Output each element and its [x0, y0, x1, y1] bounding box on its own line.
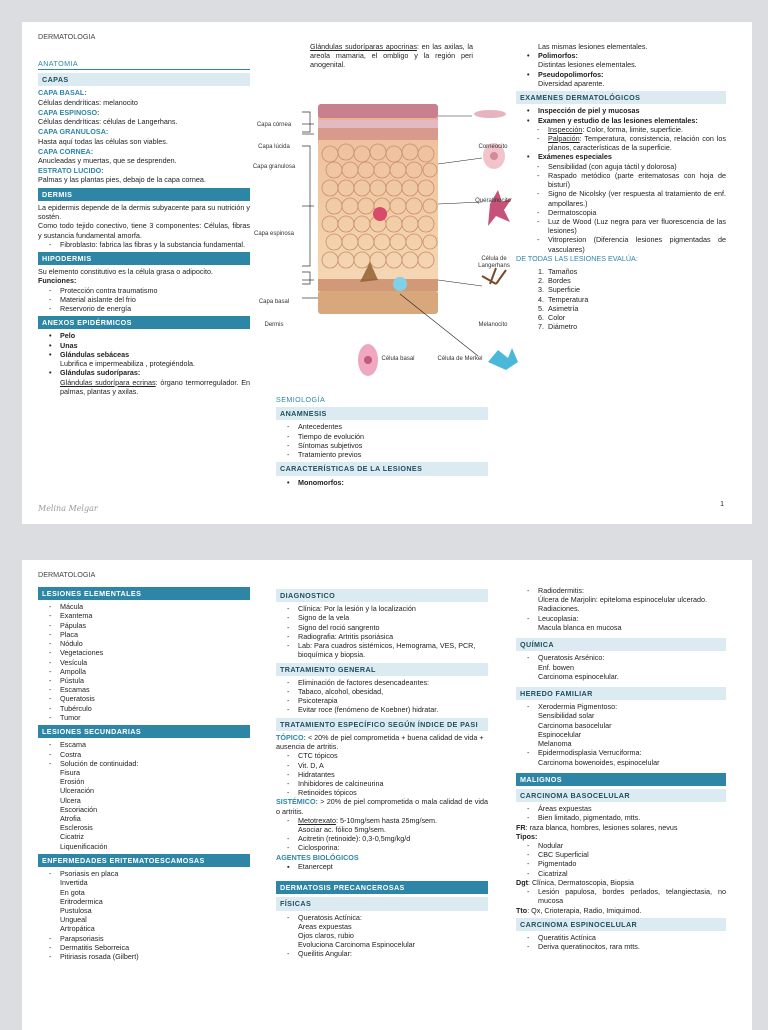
list-item: - Pigmentado [516, 859, 726, 868]
heredo-sub [516, 711, 726, 748]
text-mismas-lesiones: Las mismas lesiones elementales. [538, 42, 648, 51]
list-item: - Antecedentes [276, 422, 488, 431]
psoriasis-sub [38, 878, 250, 933]
list-item: - Eliminación de factores desencadeantes: [276, 678, 488, 687]
list-item: - Vesícula [38, 658, 250, 667]
list-item: - Tubérculo [38, 704, 250, 713]
list-item: 5. Asimetría [538, 303, 579, 313]
heading-dermis: DERMIS [38, 188, 250, 201]
list-item: Pustulosa [60, 906, 92, 915]
list-item: - Costra [38, 750, 250, 759]
list-item: - Tabaco, alcohol, obesidad, [276, 687, 488, 696]
text-capa-espinoso: Células dendríticas: células de Langerhans. [38, 117, 178, 127]
heading-malignos: MALIGNOS [516, 773, 726, 786]
heading-anexos: ANEXOS EPIDÉRMICOS [38, 316, 250, 329]
heading-lesiones-secundarias: LESIONES SECUNDARIAS [38, 725, 250, 738]
list-item: - Bien limitado, pigmentado, mtts. [516, 813, 726, 822]
heading-capa-espinoso: CAPA ESPINOSO: [38, 107, 100, 117]
label-melanocito: Melanocito [478, 322, 508, 328]
label-capa-granulosa: Capa granulosa [252, 164, 296, 170]
page-header: DERMATOLOGIA [38, 570, 96, 579]
text-factores-riesgo [516, 823, 726, 832]
list-item: - Fibroblasto: fabrica las fibras y la substancia fundamental. [38, 240, 250, 249]
secund-sub [38, 768, 250, 851]
metotrexato-term: Metotrexato [298, 815, 336, 825]
list-item: - Reservorio de energía [38, 304, 250, 313]
list-item: 3. Superficie [538, 285, 580, 295]
list-item: - Psoriasis en placa [38, 869, 250, 878]
list-item: 4. Temperatura [538, 294, 589, 304]
list-item: - Vegetaciones [38, 648, 250, 657]
text-polimorfos: Distintas lesiones elementales. [538, 60, 637, 70]
semiologia-block [276, 392, 488, 487]
right-column [516, 586, 726, 951]
text-dermis-1: La epidermis depende de la dermis subyacente para su nutrición y sostén. [38, 202, 250, 222]
list-item: Fisura [60, 767, 80, 777]
middle-column [276, 586, 488, 959]
list-item: - Sensibilidad (con aguja táctil y dolorosa) [526, 162, 726, 171]
metotrexato-desc: : 5-10mg/sem hasta 25mg/sem. [335, 815, 438, 825]
list-item: - Solución de continuidad: [38, 759, 250, 768]
list-item: - Cicatrizal [516, 869, 726, 878]
skin-diagram-svg [250, 94, 520, 384]
left-column [38, 584, 250, 961]
list-item: • Monomorfos: [276, 478, 488, 487]
text-diagnostico [516, 878, 726, 887]
list-item: Ulceración [60, 786, 94, 796]
heading-capa-basal: CAPA BASAL: [38, 88, 87, 98]
label-capa-espinosa: Capa espinosa [253, 231, 295, 237]
label-langerhans: Célula de Langerhans [478, 256, 510, 269]
text-sistemico [276, 797, 488, 815]
heading-heredo-familiar: HEREDO FAMILIAR [516, 687, 726, 700]
list-item: Radiaciones. [538, 604, 580, 614]
heading-lesiones-elementales: LESIONES ELEMENTALES [38, 587, 250, 600]
list-item: Ulcera [60, 795, 81, 805]
label-queratinocito: Queratinocito [475, 198, 511, 204]
ecrinas-desc: : órgano termorregulador. En palmas, plantas y axilas. [60, 377, 250, 396]
apocrinas-desc: : en las axilas, la areola mamaria, el ombligo y la región peri anogenital. [310, 42, 473, 70]
list-item: - Tratamiento previos [276, 450, 488, 459]
section-anatomia: ANATOMIA [38, 59, 250, 70]
list-item: Areas expuestas [298, 921, 352, 931]
list-item: - Mácula [38, 602, 250, 611]
list-item: Atrofia [60, 814, 81, 824]
text-capa-granulosa: Hasta aquí todas las células son viables. [38, 136, 168, 146]
list-item: - Protección contra traumatismo [38, 286, 250, 295]
list-item: - Vit. D, A [276, 761, 488, 770]
list-item: - Luz de Wood (Luz negra para ver fluorescencia de las lesiones) [526, 217, 726, 235]
list-item: - Queratosis [38, 694, 250, 703]
label-tipos: Tipos: [516, 831, 538, 841]
list-item: - Radiodermitis: [516, 586, 726, 595]
list-item: - Psicoterapia [276, 696, 488, 705]
list-item: Invertida [60, 878, 88, 888]
list-item: Carcinoma espinocelular. [538, 671, 619, 681]
list-item: - Ciclosporina: [276, 843, 488, 852]
list-item: - Queilitis Angular: [276, 949, 488, 958]
apocrinas-term: Glándulas sudoríparas apocrinas [310, 42, 417, 51]
list-item: En gota [60, 887, 85, 897]
list-item: Espinocelular [538, 729, 582, 739]
inspeccion-desc: : Color, forma, limite, superficie. [582, 124, 684, 134]
list-item: Úlcera de Marjolin: epiteloma espinocelular ulcerado. [538, 595, 707, 605]
text-leucoplasia: Macula blanca en mucosa [538, 622, 622, 632]
list-item: - Inhibidores de calcineurina [276, 779, 488, 788]
page-2 [22, 560, 752, 1030]
text-dermis-2: Como todo tejido conectivo, tiene 3 componentes: Células, fibras y sustancia fundamental amorfa. [38, 221, 250, 240]
list-item: - Xerodermia Pigmentoso: [516, 702, 726, 711]
left-column [38, 56, 250, 396]
text-estrato-lucido: Palmas y las plantas pies, debajo de la capa cornea. [38, 175, 206, 185]
list-item: - Ampolla [38, 667, 250, 676]
text-apocrinas [310, 42, 473, 70]
list-item: - Nódulo [38, 639, 250, 648]
heading-fisicas: FÍSICAS [276, 897, 488, 910]
label-funciones: Funciones: [38, 276, 77, 286]
list-item: Liquenificación [60, 841, 108, 851]
list-item: Artropática [60, 924, 95, 934]
list-item: - Deriva queratinocitos, rara mtts. [516, 942, 726, 951]
list-item: - Material aislante del frio [38, 295, 250, 304]
tto-term: Tto [516, 905, 528, 915]
list-item: 1. Tamaños [538, 267, 578, 277]
list-item: Sensibilidad solar [538, 711, 595, 721]
list-item: - Leucoplasia: [516, 614, 726, 623]
heading-caracteristicas: CARACTERÍSTICAS DE LA LESIONES [276, 462, 488, 475]
heading-hipodermis: HIPODERMIS [38, 252, 250, 265]
list-item: Melanoma [538, 739, 572, 749]
list-item: - Síntomas subjetivos [276, 441, 488, 450]
list-item: • Glándulas sudoríparas: [38, 368, 250, 377]
section-semiologia: SEMIOLOGÍA [276, 395, 326, 404]
list-item: - Queratosis Arsénico: [516, 653, 726, 662]
sistemico-desc: > 20% de piel comprometida o mala calidad de vida o artritis. [276, 797, 488, 816]
ecrinas-term: Glándulas sudorípara ecrinas [60, 377, 156, 387]
list-item: - Pitiriasis rosada (Gilbert) [38, 952, 250, 961]
list-item: - Hidratantes [276, 770, 488, 779]
list-item: - CTC tópicos [276, 751, 488, 760]
label-basal-cell: Célula basal [381, 356, 415, 362]
list-item: - Acitretin (retinoide): 0,3-0,5mg/kg/d [276, 834, 488, 843]
list-item: • Examen y estudio de las lesiones elementales: [516, 116, 726, 125]
label-dermis: Dermis [264, 322, 284, 328]
heading-eritematoescamosas: ENFERMEDADES ERITEMATOESCAMOSAS [38, 854, 250, 867]
fisicas-sub [276, 922, 488, 950]
page-1 [22, 22, 752, 524]
heading-todas-lesiones: DE TODAS LAS LESIONES EVALÚA: [516, 253, 638, 263]
list-item: - Pústula [38, 676, 250, 685]
list-item: - Pápulas [38, 621, 250, 630]
list-item: Evoluciona Carcinoma Espinocelular [298, 940, 416, 950]
list-item: ▪ Etanercept [276, 862, 488, 871]
heading-anamnesis: ANAMNESIS [276, 407, 488, 420]
text-capa-cornea: Anucleadas y muertas, que se desprenden. [38, 155, 177, 165]
list-item: - Clínica: Por la lesión y la localización [276, 604, 488, 613]
sistemico-term: SISTÉMICO: [276, 797, 318, 807]
list-item: - Escamas [38, 685, 250, 694]
heading-tratamiento-general: TRATAMIENTO GENERAL [276, 663, 488, 676]
skin-layers-diagram [250, 94, 520, 384]
fr-desc: : raza blanca, hombres, lesiones solares, nevus [525, 822, 678, 832]
quimica-sub [516, 663, 726, 681]
list-item-metotrexato [276, 816, 488, 825]
list-item: • Pelo [38, 331, 250, 340]
list-item: Escoriación [60, 804, 98, 814]
heading-examenes: EXAMENES DERMATOLÓGICOS [516, 91, 726, 104]
list-item: 6. Color [538, 313, 566, 323]
list-item: - Dermatitis Seborreica [38, 943, 250, 952]
list-item: Enf. bowen [538, 662, 574, 672]
topico-desc: < 20% de piel comprometida + buena calidad de vida + ausencia de artritis. [276, 732, 484, 752]
list-item: - Tiempo de evolución [276, 432, 488, 441]
text-topico [276, 733, 488, 751]
label-merkel: Célula de Merkel [437, 356, 483, 362]
list-item: - Signo del roció sangrento [276, 623, 488, 632]
heading-carcinoma-espinocelular: CARCINOMA ESPINOCELULAR [516, 918, 726, 931]
heading-carcinoma-basocelular: CARCINOMA BASOCELULAR [516, 789, 726, 802]
right-column [516, 42, 726, 332]
page-number: 1 [720, 501, 724, 509]
list-item: • Inspección de piel y mucosas [516, 106, 726, 115]
heading-agentes-biologicos: AGENTES BIOLÓGICOS [276, 852, 359, 862]
list-item: - Exantema [38, 611, 250, 620]
topico-term: TÓPICO: [276, 732, 306, 742]
label-corneocito: Corneocito [478, 144, 508, 150]
label-capa-lucida: Capa lúcida [258, 144, 290, 150]
inspeccion-term: Inspección [548, 124, 583, 134]
middle-column [310, 42, 473, 70]
heading-diagnostico: DIAGNOSTICO [276, 589, 488, 602]
heading-capas: CAPAS [38, 73, 250, 86]
list-item: - Nodular [516, 841, 726, 850]
dgt-term: Dgt [516, 877, 528, 887]
list-item: Carcinoma basocelular [538, 720, 612, 730]
radio-sub [516, 595, 726, 613]
dgt-desc: : Clínica, Dermatoscopia, Biopsia [527, 877, 634, 887]
list-item: - Radiografia: Artritis psoriásica [276, 632, 488, 641]
text-capa-basal: Células dendríticas: melanocito [38, 97, 138, 107]
list-item: - Epidermodisplasia Verruciforma: [516, 748, 726, 757]
list-item: - Áreas expuestas [516, 804, 726, 813]
list-item: • Exámenes especiales [516, 152, 726, 161]
list-item: • Unas [38, 341, 250, 350]
text-tratamiento [516, 906, 726, 915]
list-item: - Lab: Para cuadros sistémicos, Hemograma, VES, PCR, bioquímica y biopsia. [276, 641, 488, 659]
heading-capa-cornea: CAPA CORNEA: [38, 146, 94, 156]
heading-quimica: QUÍMICA [516, 638, 726, 651]
heading-precancerosas: DERMATOSIS PRECANCEROSAS [276, 881, 488, 894]
list-item: - Vitropresion (Diferencia lesiones pigmentadas de vasculares) [526, 235, 726, 253]
text-epidermodisplasia: Carcinoma bowenoides, espinocelular [538, 757, 660, 767]
text-acido-folico: Asociar ac. fólico 5mg/sem. [298, 825, 386, 835]
palpacion-term: Palpación [548, 133, 580, 143]
text-pseudopolimorfos: Diversidad aparente. [538, 78, 605, 88]
label-capa-cornea: Capa córnea [256, 122, 292, 128]
list-item-inspeccion [526, 125, 726, 134]
list-item-palpacion [526, 134, 726, 152]
page-header: DERMATOLOGIA [38, 32, 96, 41]
list-item: - Lesión papulosa, bordes perlados, telangiectasia, no mucosa [516, 887, 726, 905]
text-ecrinas [38, 378, 250, 396]
list-item: - CBC Superficial [516, 850, 726, 859]
text-hipodermis: Su elemento constitutivo es la célula grasa o adipocito. [38, 267, 213, 277]
list-item: Cicatriz [60, 832, 84, 842]
list-item: - Signo de Nicolsky (ver respuesta al tratamiento de enf. ampollares.) [526, 189, 726, 207]
tipos-label: Tipos [516, 831, 536, 841]
list-item: - Retinoides tópicos [276, 788, 488, 797]
list-item: • Polimorfos: [516, 51, 726, 60]
label-capa-basal: Capa basal [258, 299, 290, 305]
heading-estrato-lucido: ESTRATO LUCIDO: [38, 166, 104, 176]
list-item: Eritrodermica [60, 896, 103, 906]
list-item: - Queratosis Actínica: [276, 913, 488, 922]
heading-tratamiento-pasi: TRATAMIENTO ESPECÍFICO SEGÚN ÍNDICE DE PASI [276, 718, 488, 731]
list-item: - Parapsoriasis [38, 934, 250, 943]
list-item: 7. Diámetro [538, 322, 578, 332]
text-sebaceas: Lubrifica e impermeabiliza , protegiéndola. [60, 359, 196, 369]
fr-term: FR [516, 822, 526, 832]
list-item: - Raspado metódico (parte eritematosas con hoja de bisturí) [526, 171, 726, 189]
list-item: - Queratitis Actínica [516, 933, 726, 942]
list-item: • Glándulas sebáceas [38, 350, 250, 359]
list-item: - Evitar roce (fenómeno de Koebner) hidratar. [276, 705, 488, 714]
list-item: 2. Bordes [538, 276, 571, 286]
heading-capa-granulosa: CAPA GRANULOSA: [38, 127, 109, 137]
list-item: Erosión [60, 777, 85, 787]
palpacion-desc: : Temperatura, consistencia, relación con los planos, características de la superficie. [548, 133, 726, 153]
list-item: Esclerosis [60, 823, 93, 833]
list-item: - Signo de la vela [276, 613, 488, 622]
tto-desc: : Qx, Crioterapia, Radio, Imiquimod. [527, 905, 642, 915]
list-item: - Escama [38, 740, 250, 749]
author-signature: Melina Melgar [38, 503, 98, 513]
list-item: - Placa [38, 630, 250, 639]
list-item: - Dermatoscopia [526, 208, 726, 217]
list-item: Ojos claros, rubio [298, 931, 354, 940]
list-item: Ungueal [60, 915, 87, 925]
list-item: • Pseudopolimorfos: [516, 70, 726, 79]
list-item: - Tumor [38, 713, 250, 722]
